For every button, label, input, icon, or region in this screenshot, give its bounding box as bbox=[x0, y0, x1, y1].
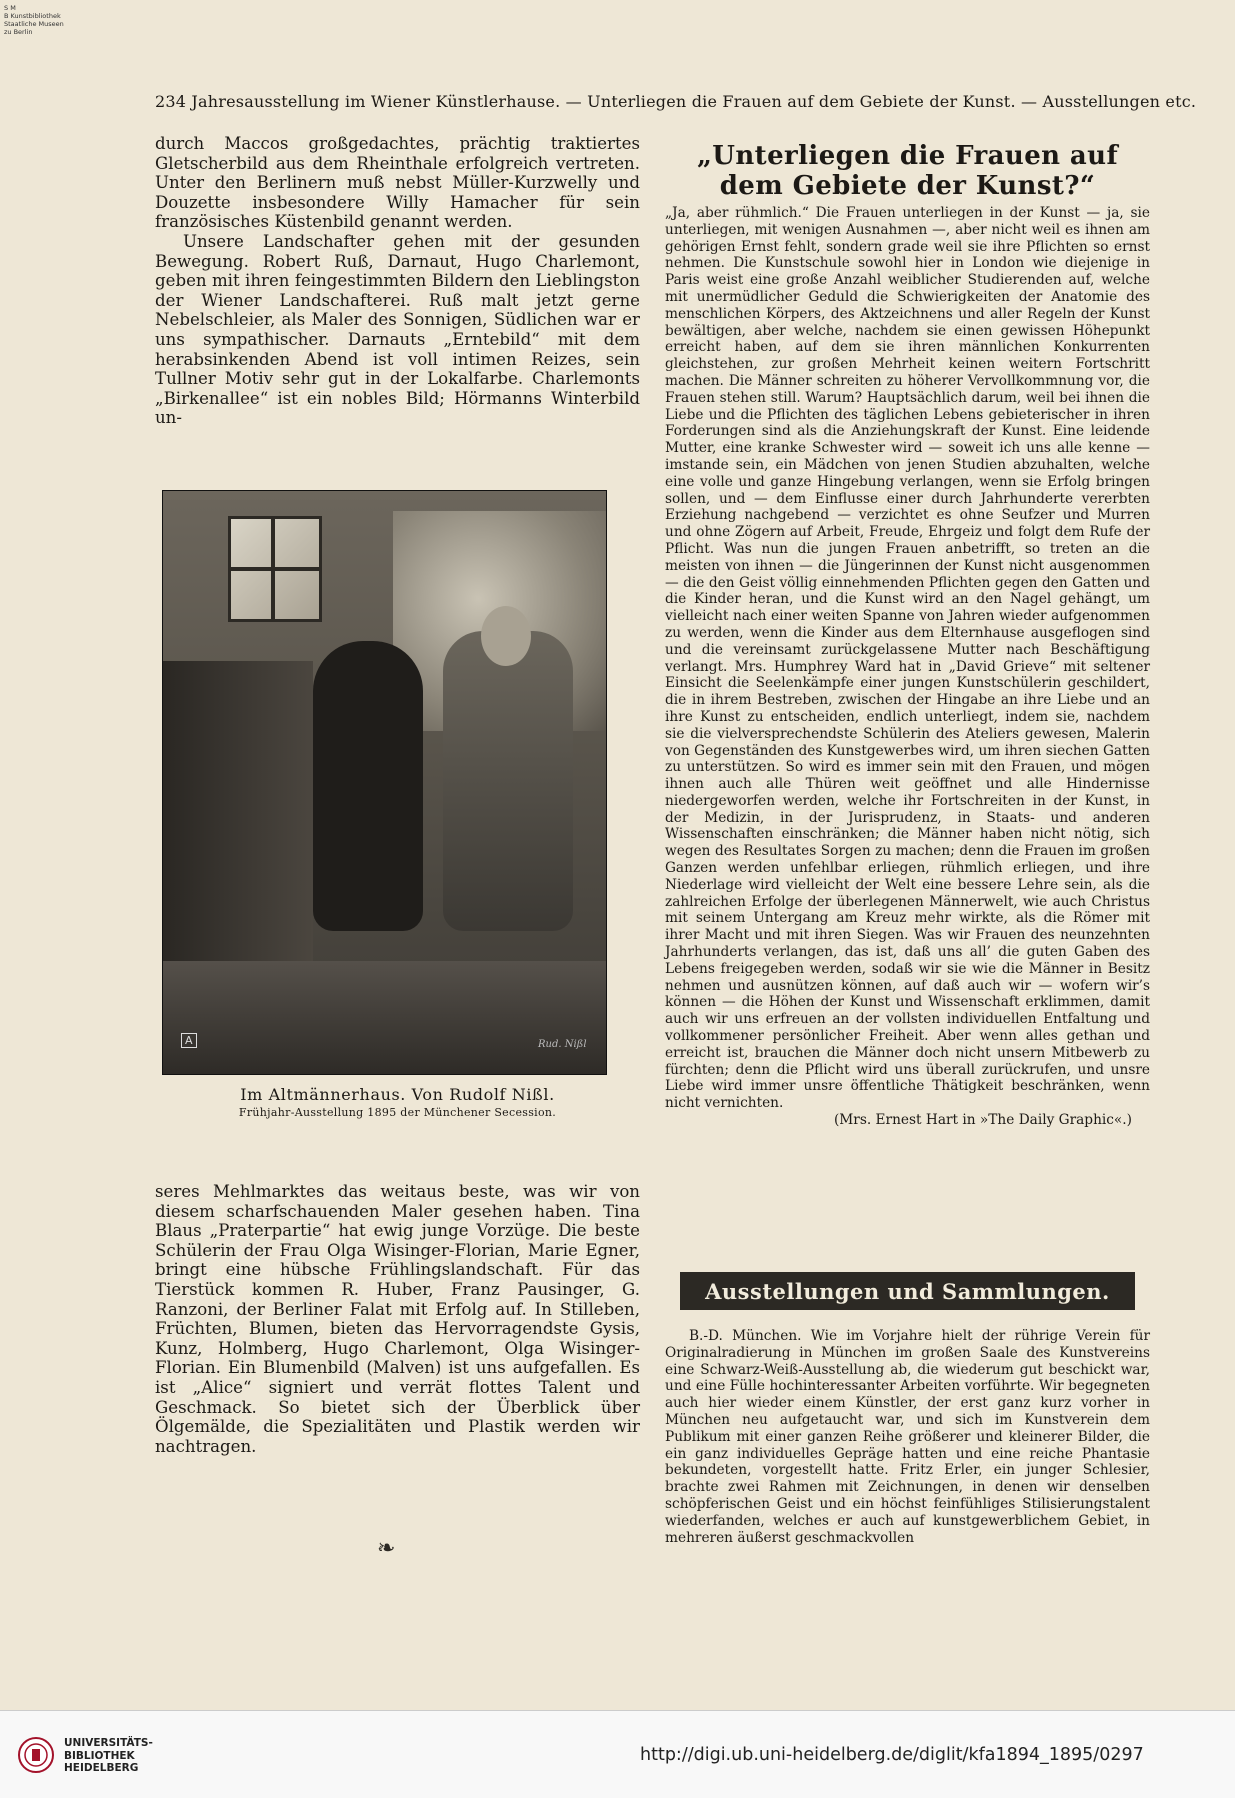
article-source: (Mrs. Ernest Hart in »The Daily Graphic«.) bbox=[833, 1112, 1132, 1129]
section-banner bbox=[680, 1272, 1135, 1310]
paragraph: durch Maccos großgedachtes, prächtig traktiertes Gletscherbild aus dem Rheinthale erfolgreich vertreten. Unter den Berlinern muß nebst Müller-Kurzwelly und Douzette insbesondere Willy Hamacher für sein französisches Küstenbild genannt werden. bbox=[155, 134, 640, 232]
figure-subcaption: Frühjahr-Ausstellung 1895 der Münchener Secession. bbox=[238, 1106, 557, 1119]
figure-soldier bbox=[443, 631, 573, 931]
right-column-article bbox=[665, 205, 1150, 1129]
left-column-bottom bbox=[155, 1182, 640, 1456]
footer-bar bbox=[0, 1710, 1235, 1798]
right-column-section bbox=[665, 1328, 1150, 1546]
paragraph: Unsere Landschafter gehen mit der gesunden Bewegung. Robert Ruß, Darnaut, Hugo Charlemont, geben mit ihren feingestimmten Bildern den Lieblingston der Wiener Landschafterei. Ruß malt jetzt gerne Nebelschleier, als Maler des Sonnigen, Südlichen war er uns sympathischer. Darnauts „Erntebild“ mit dem herabsinkenden Abend ist voll intimen Reizes, sein Tullner Motiv sehr gut in der Lokalfarbe. Charlemonts „Birkenallee“ ist ein nobles Bild; Hörmanns Winterbild un- bbox=[155, 231, 640, 428]
stamp-line: Staatliche Museen bbox=[4, 20, 64, 28]
stamp-line: zu Berlin bbox=[4, 28, 33, 36]
permalink[interactable]: http://digi.ub.uni-heidelberg.de/diglit/kfa1894_1895/0297 bbox=[640, 1745, 1144, 1765]
article-body: „Ja, aber rühmlich.“ Die Frauen unterliegen in der Kunst — ja, sie unterliegen, mit wenigen Ausnahmen —, aber nicht weil es ihnen am gehörigen Ernst fehlt, sondern grade weil sie ihre Pflichten so ernst nehmen. Die Kunstschule sowohl hier in London wie diejenige in Paris weist eine große Anzahl weiblicher Studierenden auf, welche mit unermüdlicher Geduld die Schwierigkeiten der Anatomie des menschlichen Körpers, des Aktzeichnens und aller Regeln der Kunst bewältigen, aber welche, nachdem sie einen gewissen Höhepunkt erreicht haben, auf dem sie ihren männlichen Konkurrenten gleichstehen, zur großen Mehrheit keinen weitern Fortschritt machen. Die Männer schreiten zu höherer Vervollkommnung vor, die Frauen stehen still. Warum? Hauptsächlich darum, weil bei ihnen die Liebe und die Pflichten des täglichen Lebens gebieterischer in ihren Forderungen sind als die Anziehungskraft der Kunst. Eine leidende Mutter, eine kranke Schwester wird — soweit ich uns alle kenne — imstande sein, ein Mädchen von jenen Studien abzuhalten, welche eine volle und ganze Hingebung verlangen, wenn sie Erfolg bringen sollen, und — dem Einflusse einer durch Jahrhunderte vererbten Erziehung nachgebend — verzichtet es ohne Seufzer und Murren und ohne Zögern auf Arbeit, Freude, Ehrgeiz und folgt dem Rufe der Pflicht. Was nun die jungen Frauen anbetrifft, so treten an die meisten von ihnen — die Jüngerinnen der Kunst nicht ausgenommen — die den Geist völlig einnehmenden Pflichten gegen den Gatten und die Kinder heran, und die Kunst wird an den Nagel gehängt, um vielleicht nach einer weiten Spanne von Jahren wieder aufgenommen zu werden, wenn die Kinder aus dem Elternhause ausgeflogen sind und die vereinsamt zurückgelassene Mutter nach Beschäftigung verlangt. Mrs. Humphrey Ward hat in „David Grieve“ mit seltener Einsicht die Seelenkämpfe einer jungen Kunstschülerin geschildert, die in ihrem Bestreben, zwischen der Hingabe an ihre Liebe und an ihre Kunst zu entscheiden, endlich unterliegt, indem sie, nachdem sie die vielversprechendste Schülerin des Ateliers gewesen, Malerin von Gegenständen des Kunstgewerbes wird, um ihren siechen Gatten zu unterstützen. So wird es immer sein mit den Frauen, und mögen ihnen auch alle Thüren weit geöffnet und alle Hindernisse niedergeworfen werden, welche ihr Fortschreiten in der Kunst, in der Medizin, in der Jurisprudenz, in Staats- und anderen Wissenschaften einschränken; die Männer haben nicht nötig, sich wegen des Resultates Sorgen zu machen; denn die Frauen im großen Ganzen werden unfehlbar erliegen, rühmlich erliegen, und ihre Niederlage wird vielleicht der Welt eine bessere Lehre sein, als die zahlreichen Erfolge der überlegenen Männerwelt, wie auch Christus mit seinem Untergang am Kreuz mehr wirkte, als die Römer mit ihrer Macht und mit ihren Siegen. Was wir Frauen des neunzehnten Jahrhunderts verlangen, das ist, daß uns all’ die guten Gaben des Lebens freigegeben werden, sodaß wir sie wie die Männer in Besitz nehmen und ausnützen können, auf daß auch wir — wofern wir’s können — die Höhen der Kunst und Wissenschaft erklimmen, damit auch wir uns erfreuen an der vollsten individuellen Entfaltung und vollkommener persönlicher Freiheit. Aber wenn alles gethan und erreicht ist, brauchen die Männer doch nicht unsern Mitbewerb zu fürchten; denn die Pflicht wird uns überall zurückrufen, und unsre Liebe wird immer unsre öffentliche Thätigkeit beschränken, wenn nicht vernichten. bbox=[665, 205, 1150, 1112]
illustration bbox=[162, 490, 607, 1075]
window-shape bbox=[228, 516, 322, 622]
ornament-icon: ❧ bbox=[377, 1536, 396, 1561]
paragraph: seres Mehlmarktes das weitaus beste, was wir von diesem scharfschauenden Maler gesehen haben. Tina Blaus „Praterpartie“ hat ewig junge Vorzüge. Die beste Schülerin der Frau Olga Wisinger-Florian, Marie Egner, bringt eine hübsche Frühlingslandschaft. Für das Tierstück kommen R. Huber, Franz Pausinger, G. Ranzoni, der Berliner Falat mit Erfolg auf. In Stilleben, Früchten, Blumen, bieten das Hervorragendste Gysis, Kunz, Holmberg, Hugo Charlemont, Olga Wisinger-Florian. Ein Blumenbild (Malven) ist uns aufgefallen. Es ist „Alice“ signiert und verrät flottes Talent und Geschmack. So bietet sich der Überblick über Ölgemälde, die Spezialitäten und Plastik werden wir nachtragen. bbox=[155, 1182, 640, 1456]
running-header: 234 Jahresausstellung im Wiener Künstlerhause. — Unterliegen die Frauen auf dem Gebiete der Kunst. — Ausstellungen etc. bbox=[155, 92, 1197, 111]
article-title: „Unterliegen die Frauen auf dem Gebiete der Kunst?“ bbox=[696, 141, 1119, 201]
library-stamp bbox=[4, 4, 64, 36]
left-column-top bbox=[155, 134, 640, 428]
institution-name: UNIVERSITÄTS- BIBLIOTHEK HEIDELBERG bbox=[64, 1737, 153, 1774]
stamp-line: B Kunstbibliothek bbox=[4, 12, 61, 20]
section-title: Ausstellungen und Sammlungen. bbox=[705, 1278, 1110, 1304]
university-seal-icon bbox=[18, 1737, 54, 1773]
figure-seated-man bbox=[313, 641, 423, 931]
section-body: B.-D. München. Wie im Vorjahre hielt der rührige Verein für Originalradierung in München im großen Saale des Kunstvereins eine Schwarz-Weiß-Ausstellung ab, die wiederum gut beschickt war, und eine Fülle hochinteressanter Arbeiten vorführte. Wir begegneten auch hier wieder einem Künstler, der erst ganz kurz vorher in München neu aufgetaucht war, und sich im Kunstverein dem Publikum mit einer ganzen Reihe größerer und kleinerer Bilder, die ein ganz individuelles Gepräge hatten und eine reiche Phantasie bekundeten, vorgestellt hatte. Fritz Erler, ein junger Schlesier, brachte zwei Rahmen mit Zeichnungen, in denen wir denselben schöpferischen Geist und ein höchst feinfühliges Stilisierungstalent wiederfanden, welches er auch auf kunstgewerblichem Gebiet, in mehreren äußerst geschmackvollen bbox=[665, 1328, 1150, 1546]
artist-signature: Rud. Nißl bbox=[538, 1039, 587, 1050]
monogram: A bbox=[181, 1033, 197, 1048]
figure-caption: Im Altmännerhaus. Von Rudolf Nißl. bbox=[240, 1085, 555, 1104]
stamp-line: S M bbox=[4, 4, 16, 12]
